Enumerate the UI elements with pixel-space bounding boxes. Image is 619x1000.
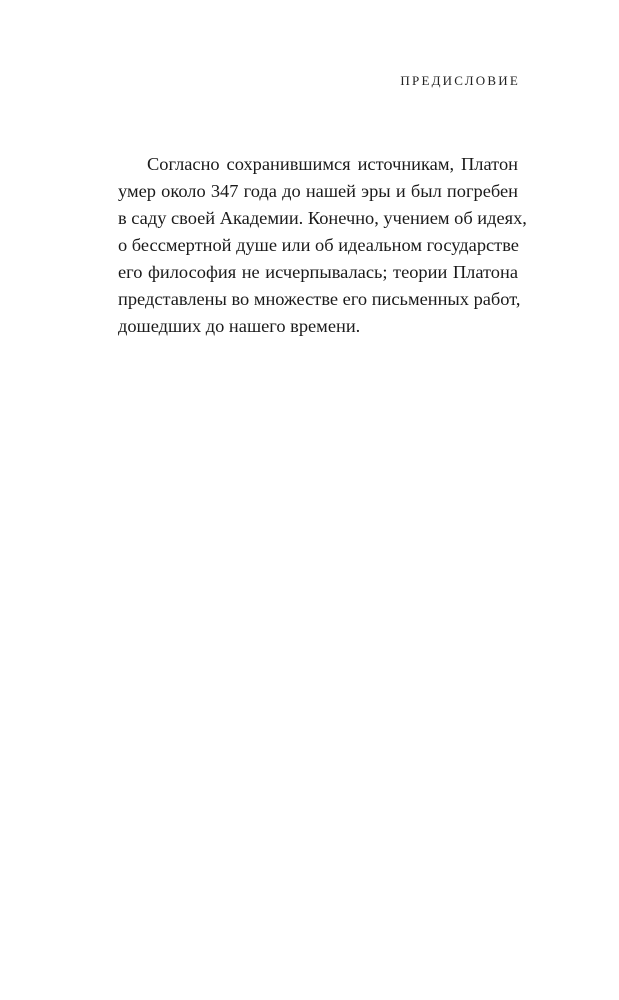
running-head: ПРЕДИСЛОВИЕ: [400, 73, 520, 88]
paragraph-line: дошедших до нашего времени.: [118, 316, 361, 336]
paragraph-line: его философия не исчерпывалась; теории Платона: [118, 262, 518, 282]
paragraph-line: умер около 347 года до нашей эры и был погребен: [118, 181, 518, 201]
body-paragraph: [118, 151, 527, 340]
paragraph-line: Согласно сохранившимся источникам, Платон: [147, 154, 518, 174]
paragraph-line: представлены во множестве его письменных работ,: [118, 289, 521, 309]
paragraph-line: о бессмертной душе или об идеальном государстве: [118, 235, 519, 255]
paragraph-line: в саду своей Академии. Конечно, учением об идеях,: [118, 208, 527, 228]
